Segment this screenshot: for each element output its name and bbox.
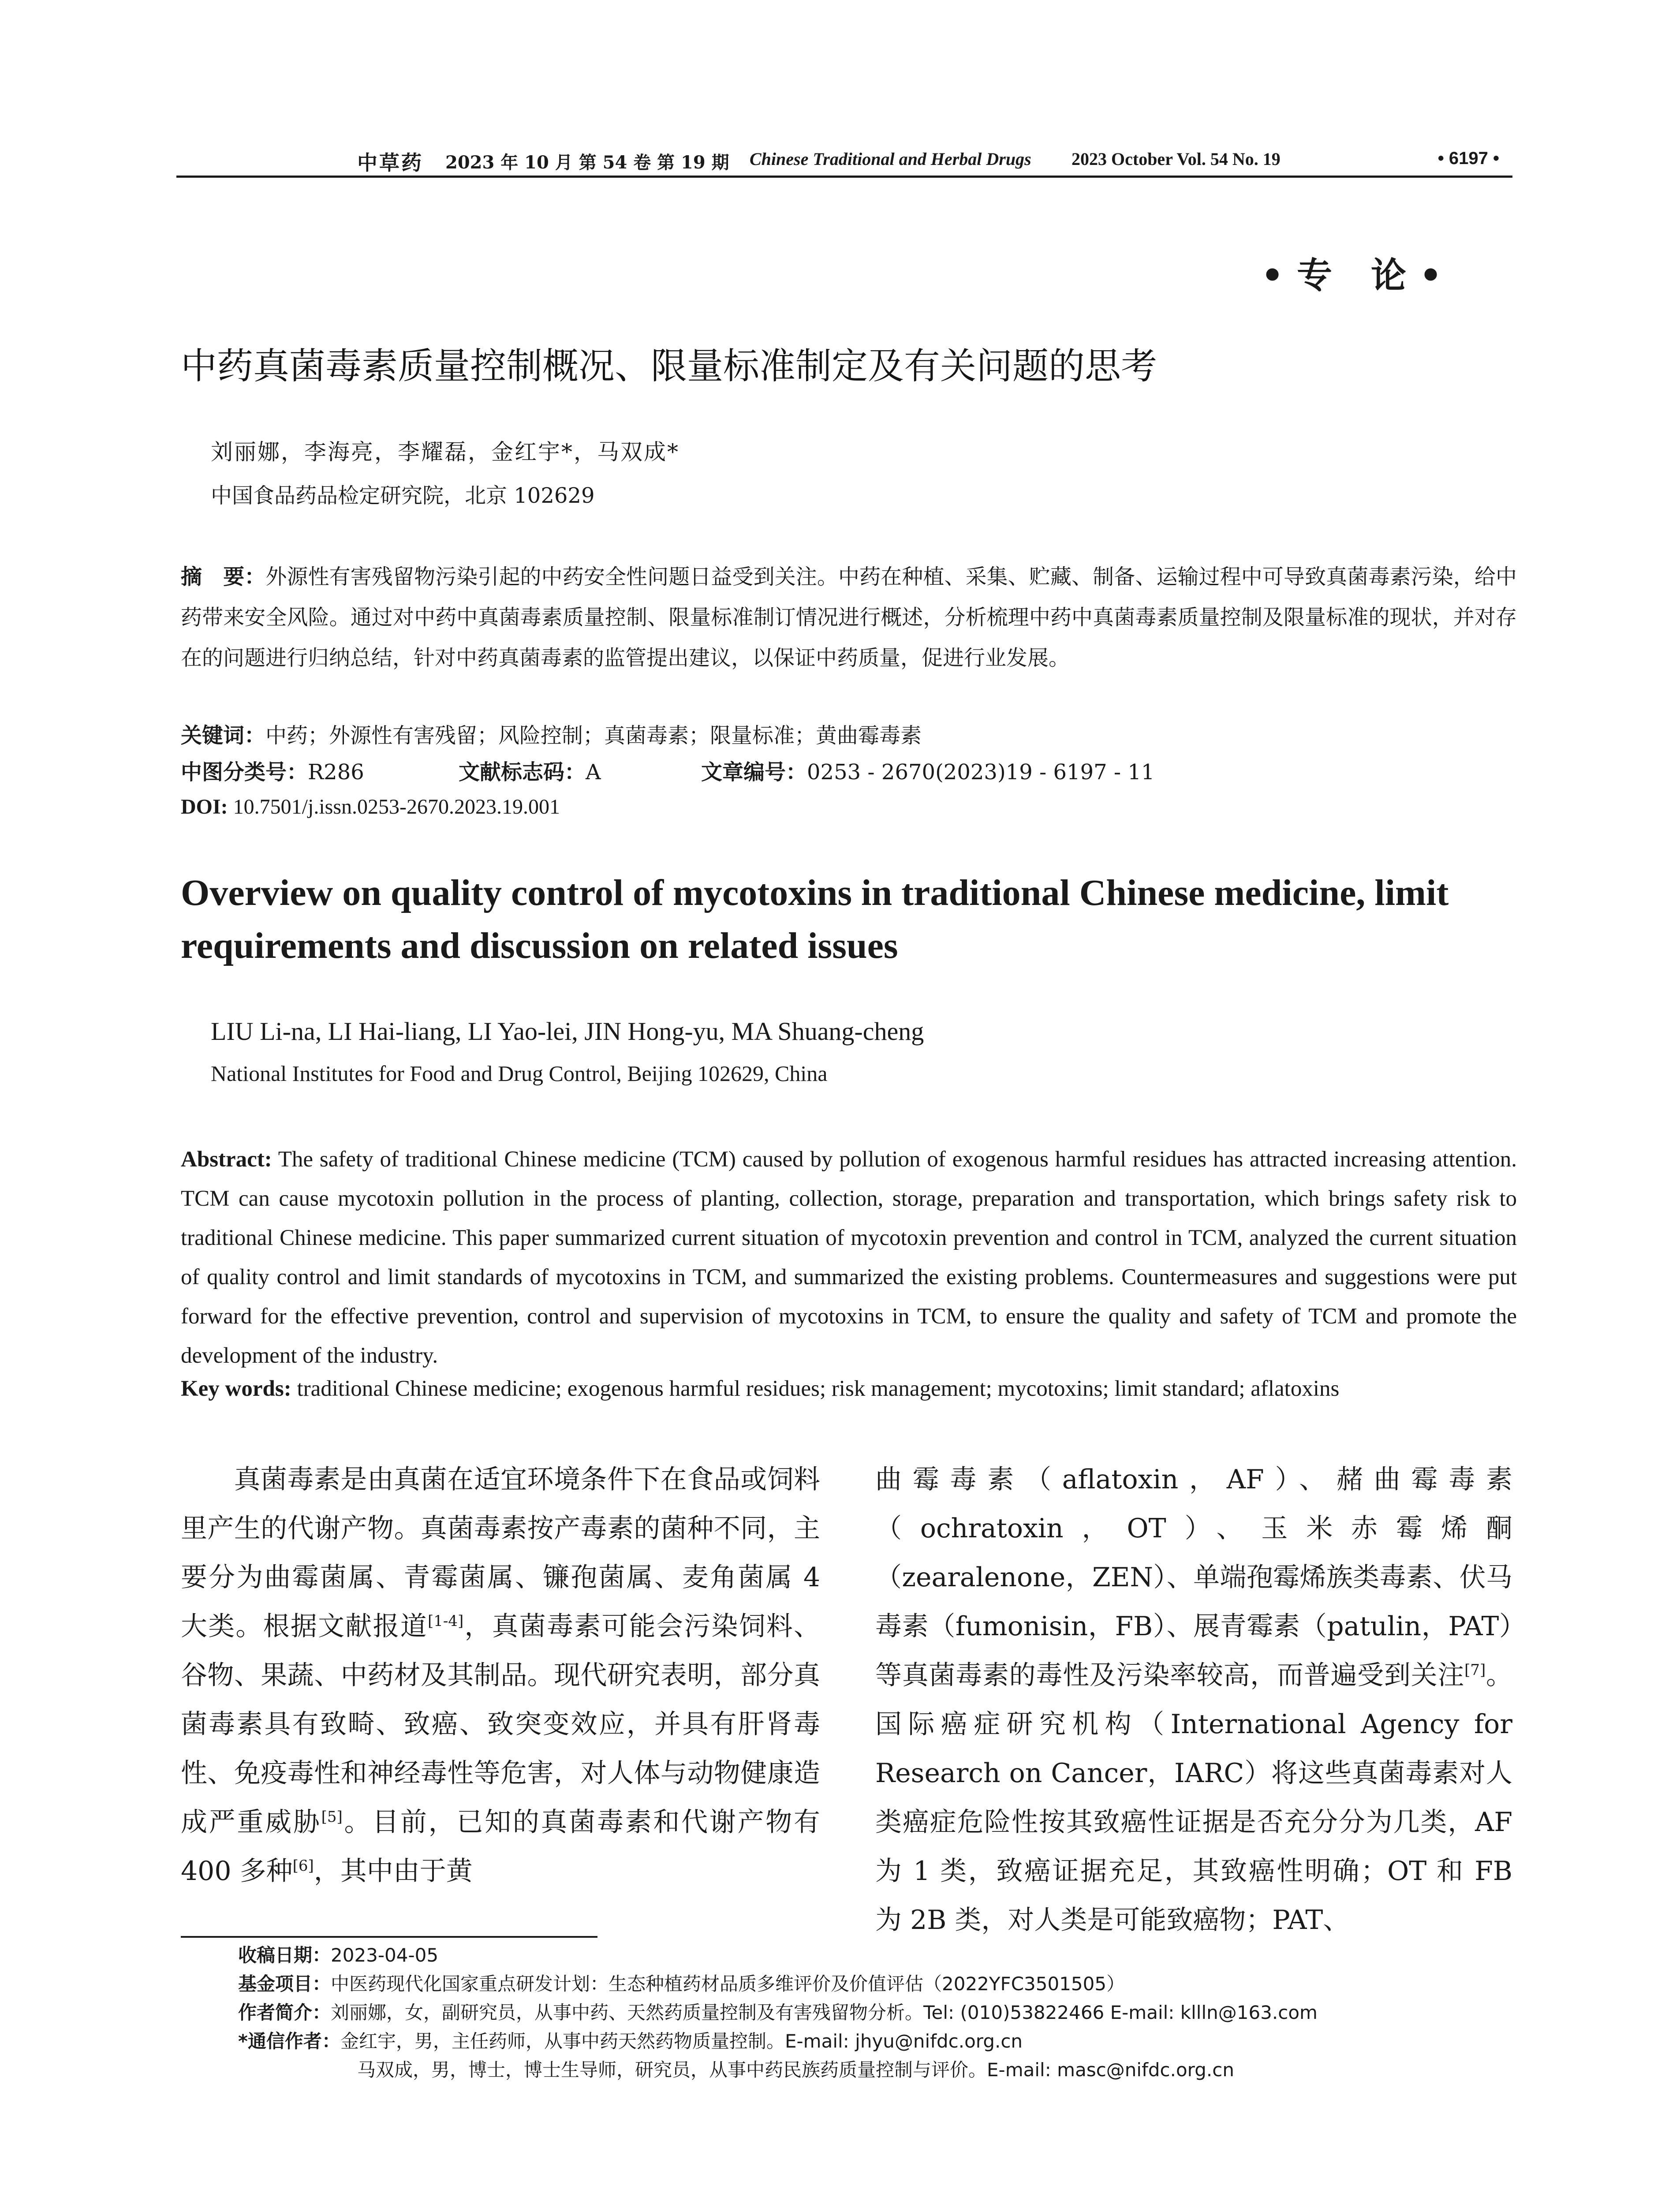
footnote-corresponding-2: 马双成，男，博士，博士生导师，研究员，从事中药民族药质量控制与评价。E-mail: masc@nifdc.org.cn bbox=[357, 2059, 1234, 2081]
footnote-corresponding-1: *通信作者：金红宇，男，主任药师，从事中药天然药物质量控制。E-mail: jhyu@nifdc.org.cn bbox=[238, 2030, 1023, 2052]
doi-line bbox=[181, 795, 560, 819]
keywords-en-label: Key words: bbox=[181, 1376, 291, 1401]
doi-label: DOI: bbox=[181, 795, 228, 818]
body-text: ，真菌毒素可能会污染饲料、谷物、果蔬、中药材及其制品。现代研究表明，部分真菌毒素具有致畸、致癌、致突变效应，并具有肝肾毒性、免疫毒性和神经毒性等危害，对人体与动物健康造成严重威胁 bbox=[181, 1611, 821, 1838]
abstract-en-text: The safety of traditional Chinese medicine (TCM) caused by pollution of exogenous harmful residues has attracted increasing attention. TCM can cause mycotoxin pollution in the process of planting, collection, storage, preparation and transportation, which brings safety risk to traditional Chinese medicine. This paper summarized current situation of mycotoxin prevention and control in TCM, analyzed the current situation of quality control and limit standards of mycotoxins in TCM, and summarized the existing problems. Countermeasures and suggestions were put forward for the effective prevention, control and supervision of mycotoxins in TCM, to ensure the quality and safety of TCM and promote the development of the industry. bbox=[181, 1147, 1517, 1368]
clc-number: 中图分类号：R286 bbox=[181, 760, 364, 785]
body-text: 真菌毒素是由真菌在适宜环境条件下在食品或饲料里产生的代谢产物。真菌毒素按产毒素的菌种不同，主要分为曲霉菌属、青霉菌属、镰孢菌属、麦角菌属 4 大类。根据文献报道 bbox=[181, 1464, 820, 1642]
footnote-author-bio: 作者简介：刘丽娜，女，副研究员，从事中药、天然药质量控制及有害残留物分析。Tel: (010)53822466 E-mail: kllln@163.com bbox=[238, 2002, 1318, 2023]
citation[interactable]: [7] bbox=[1464, 1661, 1486, 1679]
footnote-funding: 基金项目：中医药现代化国家重点研发计划：生态种植药材品质多维评价及价值评估（2022YFC3501505） bbox=[238, 1973, 1125, 1995]
keywords-cn bbox=[181, 715, 1517, 756]
abstract-cn-label: 摘 要： bbox=[181, 564, 266, 589]
body-column-right bbox=[875, 1455, 1512, 1945]
issue-date-cn: 2023 年 10 月 第 54 卷 第 19 期 bbox=[445, 152, 729, 173]
affiliation-cn: 中国食品药品检定研究院，北京 102629 bbox=[211, 483, 595, 508]
footnote-rule bbox=[181, 1936, 597, 1938]
journal-name-cn: 中草药 bbox=[357, 151, 423, 175]
abstract-cn-text: 外源性有害残留物污染引起的中药安全性问题日益受到关注。中药在种植、采集、贮藏、制备、运输过程中可导致真菌毒素污染，给中药带来安全风险。通过对中药中真菌毒素质量控制、限量标准制订情况进行概述，分析梳理中药中真菌毒素质量控制及限量标准的现状，并对存在的问题进行归纳总结，针对中药真菌毒素的监管提出建议，以保证中药质量，促进行业发展。 bbox=[181, 564, 1517, 670]
body-text: ，其中由于黄 bbox=[314, 1856, 473, 1887]
abstract-cn bbox=[181, 557, 1517, 678]
affiliation-en: National Institutes for Food and Drug Control, Beijing 102629, China bbox=[211, 1061, 828, 1086]
citation[interactable]: [1-4] bbox=[427, 1612, 464, 1630]
keywords-en-text: traditional Chinese medicine; exogenous harmful residues; risk management; mycotoxins; limit standard; aflatoxins bbox=[297, 1376, 1340, 1401]
abstract-en bbox=[181, 1140, 1517, 1375]
footnote-received: 收稿日期：2023-04-05 bbox=[238, 1944, 439, 1966]
body-column-left bbox=[181, 1455, 820, 1896]
body-text: 曲霉毒素（aflatoxin，AF）、赭曲霉毒素（ochratoxin，OT）、玉米赤霉烯酮（zearalenone，ZEN）、单端孢霉烯族类毒素、伏马毒素（fumonisin，FB）、展青霉素（patulin，PAT）等真菌毒素的毒性及污染率较高，而普遍受到关注 bbox=[875, 1464, 1512, 1691]
authors-cn: 刘丽娜，李海亮，李耀磊，金红宇*，马双成* bbox=[211, 439, 679, 465]
document-code: 文献标志码：A bbox=[459, 760, 601, 785]
keywords-en bbox=[181, 1376, 1530, 1401]
citation[interactable]: [5] bbox=[321, 1808, 343, 1826]
running-header bbox=[176, 143, 1512, 174]
title-cn: 中药真菌毒素质量控制概况、限量标准制定及有关问题的思考 bbox=[181, 345, 1157, 387]
authors-en: LIU Li-na, LI Hai-liang, LI Yao-lei, JIN Hong-yu, MA Shuang-cheng bbox=[211, 1017, 924, 1046]
citation[interactable]: [6] bbox=[292, 1857, 314, 1875]
section-label: •专 论• bbox=[1261, 254, 1456, 296]
header-rule bbox=[176, 176, 1512, 178]
article-number: 文章编号：0253 - 2670(2023)19 - 6197 - 11 bbox=[701, 760, 1155, 785]
body-text: 。国际癌症研究机构（International Agency for Research on Cancer，IARC）将这些真菌毒素对人类癌症危险性按其致癌性证据是否充分分为几类，AF 为 1 类，致癌证据充足，其致癌性明确；OT 和 FB 为 2B 类，对人类是可能致癌物；PAT、 bbox=[875, 1660, 1513, 1936]
title-en: Overview on quality control of mycotoxins in traditional Chinese medicine, limit requirements and discussion on related issues bbox=[181, 872, 1449, 966]
journal-name-en: Chinese Traditional and Herbal Drugs bbox=[750, 149, 1031, 169]
abstract-en-label: Abstract: bbox=[181, 1147, 272, 1172]
doi-link[interactable]: 10.7501/j.issn.0253-2670.2023.19.001 bbox=[233, 795, 560, 818]
classification-line bbox=[181, 755, 1517, 785]
keywords-cn-label: 关键词： bbox=[181, 723, 266, 748]
page-number: • 6197 • bbox=[1437, 149, 1499, 168]
issue-date-en: 2023 October Vol. 54 No. 19 bbox=[1071, 149, 1281, 169]
body-text: 。目前，已知的真菌毒素和代谢产物有 400 多种 bbox=[181, 1807, 821, 1887]
keywords-cn-text: 中药；外源性有害残留；风险控制；真菌毒素；限量标准；黄曲霉毒素 bbox=[265, 723, 922, 748]
